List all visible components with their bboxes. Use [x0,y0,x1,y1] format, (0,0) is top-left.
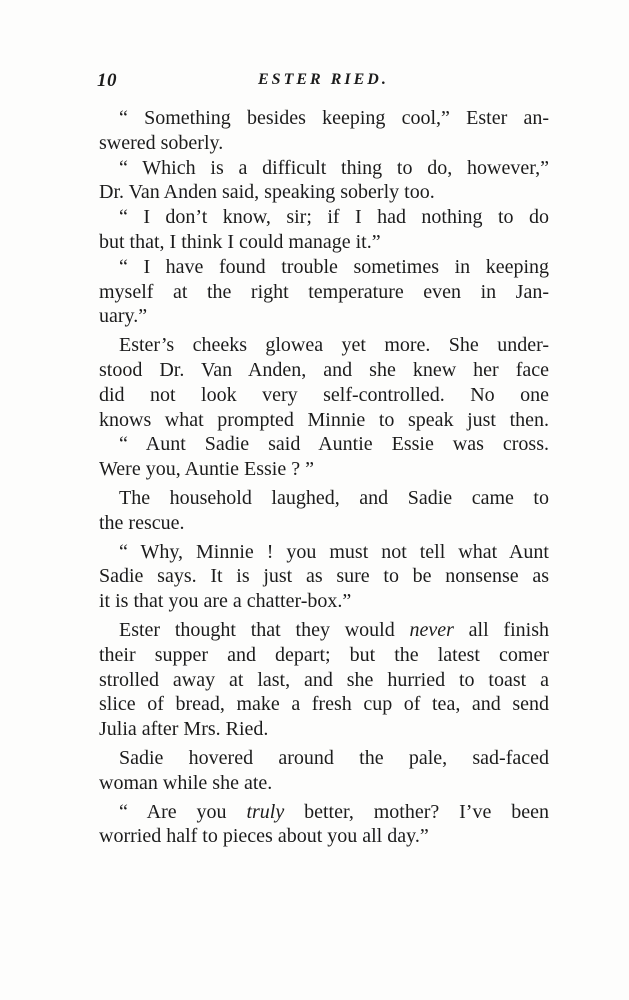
emphasis-word: never [409,618,454,641]
text-line: Julia after Mrs. Ried. [99,718,269,741]
text-line: myself at the right temperature even in Jan- [99,280,549,303]
text-line: Sadie hovered around the pale, sad-faced [119,746,549,769]
text-line: it is that you are a chatter-box.” [99,590,352,613]
text-line: “ Why, Minnie ! you must not tell what Aunt [119,540,549,563]
text-line: “ I have found trouble sometimes in keeping [119,255,549,278]
text-line: The household laughed, and Sadie came to [119,486,549,509]
text-line: Sadie says. It is just as sure to be nonsense as [99,565,549,588]
text-line: “ I don’t know, sir; if I had nothing to do [119,206,549,229]
text-line [99,800,549,825]
page-number: 10 [97,70,117,91]
text-run: all finish [453,618,549,641]
text-run: better, mother? I’ve been [284,800,549,823]
text-line: stood Dr. Van Anden, and she knew her face [99,358,549,381]
text-line: Ester’s cheeks glowea yet more. She under- [119,334,549,357]
text-line: knows what prompted Minnie to speak just then. [99,408,549,431]
text-line [99,618,549,643]
text-line: their supper and depart; but the latest comer [99,643,549,666]
running-title: ESTER RIED. [258,71,389,88]
text-line: Were you, Auntie Essie ? ” [99,458,314,481]
text-line: but that, I think I could manage it.” [99,230,381,253]
text-line: strolled away at last, and she hurried to toast a [99,668,549,691]
text-line: uary.” [99,305,148,328]
text-run: Ester thought that they would [119,618,410,641]
emphasis-word: truly [246,800,285,823]
text-run: “ Are you [119,800,247,823]
text-line: slice of bread, make a fresh cup of tea, and send [99,693,549,716]
text-line: “ Aunt Sadie said Auntie Essie was cross. [119,433,549,456]
text-line: worried half to pieces about you all day.” [99,825,429,848]
body-text [99,106,549,849]
running-head [97,70,549,94]
text-line: woman while she ate. [99,771,273,794]
text-line: “ Which is a difficult thing to do, however,” [119,156,549,179]
text-line: Dr. Van Anden said, speaking soberly too. [99,181,435,204]
text-line: swered soberly. [99,131,224,154]
text-line: did not look very self-controlled. No one [99,383,549,406]
text-line: “ Something besides keeping cool,” Ester an- [119,107,549,129]
text-line: the rescue. [99,511,185,534]
